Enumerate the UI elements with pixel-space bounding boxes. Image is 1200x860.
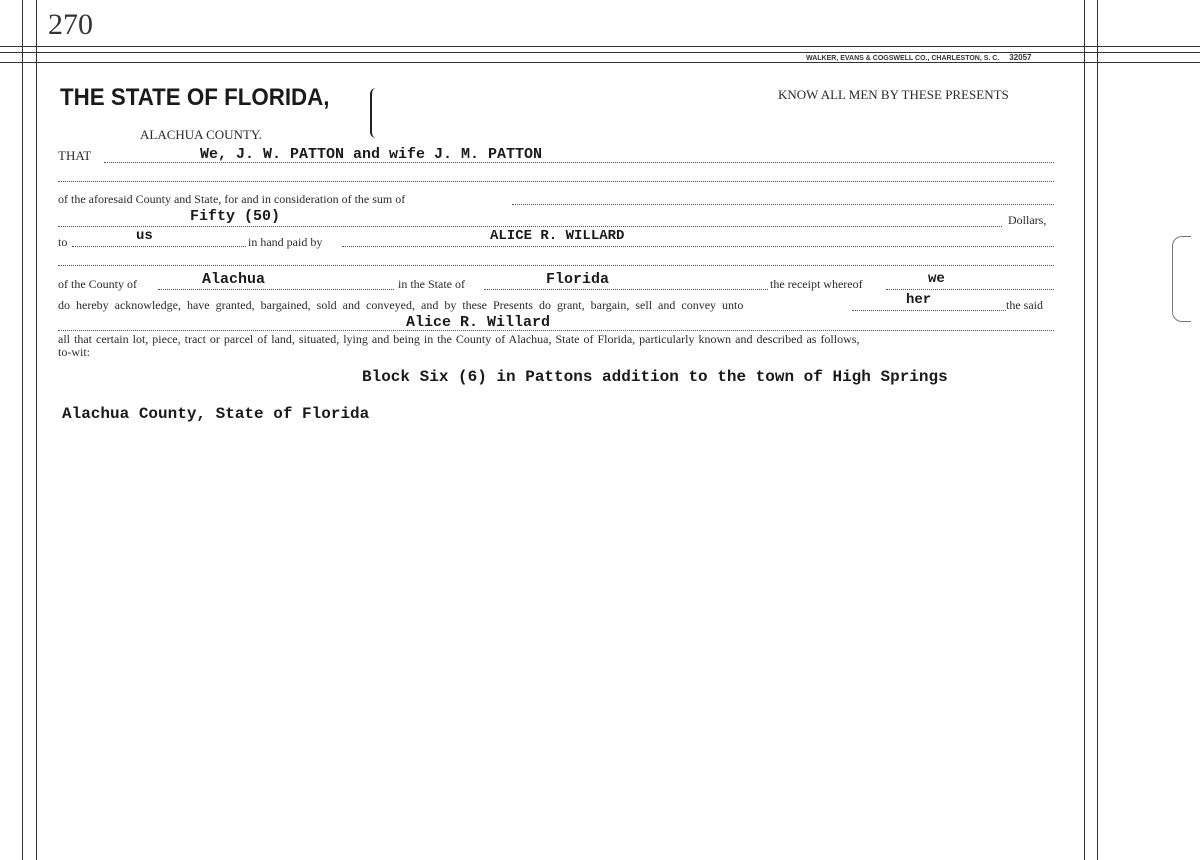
- blank-line-2: [58, 265, 1054, 266]
- to-field: us: [136, 228, 153, 244]
- dollars-label: Dollars,: [1008, 213, 1047, 227]
- unto-field: her: [906, 292, 932, 308]
- description-line-2: Alachua County, State of Florida: [62, 405, 370, 423]
- right-margin-line-outer: [1097, 0, 1098, 860]
- that-label: THAT: [58, 148, 92, 163]
- consideration-line: [512, 204, 1054, 205]
- state-field: Florida: [546, 271, 610, 288]
- top-rule: [0, 46, 1200, 47]
- consideration-label: of the aforesaid County and State, for and in consideration of the sum of: [58, 192, 406, 206]
- brace-mark: [370, 88, 380, 138]
- form-number: 32057: [1009, 53, 1032, 62]
- county-field: Alachua: [202, 271, 266, 288]
- all-that-label: all that certain lot, piece, tract or parcel of land, situated, lying and being in the County of Alachua, State of Florida, particularly known and described as follows,: [58, 332, 860, 346]
- unto-line: [852, 310, 1006, 311]
- to-line: [72, 246, 246, 247]
- in-state-label: in the State of: [398, 277, 465, 291]
- top-rule-3: [0, 62, 1200, 63]
- document-title: THE STATE OF FLORIDA,: [60, 84, 330, 111]
- receipt-label: the receipt whereof: [770, 277, 863, 291]
- county-line: [158, 289, 394, 290]
- right-margin-line: [1084, 0, 1085, 860]
- hereby-label: do hereby acknowledge, have granted, bargained, sold and conveyed, and by these Presents do grant, bargain, sell and convey unto: [58, 298, 744, 312]
- know-all-men: KNOW ALL MEN BY THESE PRESENTS: [778, 87, 1009, 102]
- receipt-field: we: [928, 271, 945, 287]
- binder-tab: [1172, 236, 1191, 322]
- in-hand-paid-label: in hand paid by: [248, 235, 323, 249]
- state-line: [484, 289, 768, 290]
- of-county-label: of the County of: [58, 277, 137, 291]
- grantee-line: [342, 246, 1054, 247]
- grantors-field: We, J. W. PATTON and wife J. M. PATTON: [200, 146, 543, 163]
- county-heading: ALACHUA COUNTY.: [140, 127, 262, 142]
- the-said-label: the said: [1006, 298, 1043, 312]
- said-name-field: Alice R. Willard: [406, 314, 551, 331]
- printer-imprint: [806, 53, 1032, 62]
- printer-name: WALKER, EVANS & COGSWELL CO., CHARLESTON, S. C.: [806, 55, 1000, 62]
- left-margin-line-inner: [36, 0, 37, 860]
- page-number: 270: [48, 8, 93, 41]
- description-line-1: Block Six (6) in Pattons addition to the town of High Springs: [362, 368, 948, 386]
- grantee-field: ALICE R. WILLARD: [490, 228, 625, 244]
- sum-line: [58, 226, 1002, 227]
- said-name-line: [58, 330, 1054, 331]
- sum-field: Fifty (50): [190, 208, 281, 225]
- blank-line-1: [58, 181, 1054, 182]
- left-margin-line: [22, 0, 23, 860]
- to-label: to: [58, 235, 68, 249]
- to-wit-label: to-wit:: [58, 345, 90, 359]
- receipt-line: [886, 289, 1054, 290]
